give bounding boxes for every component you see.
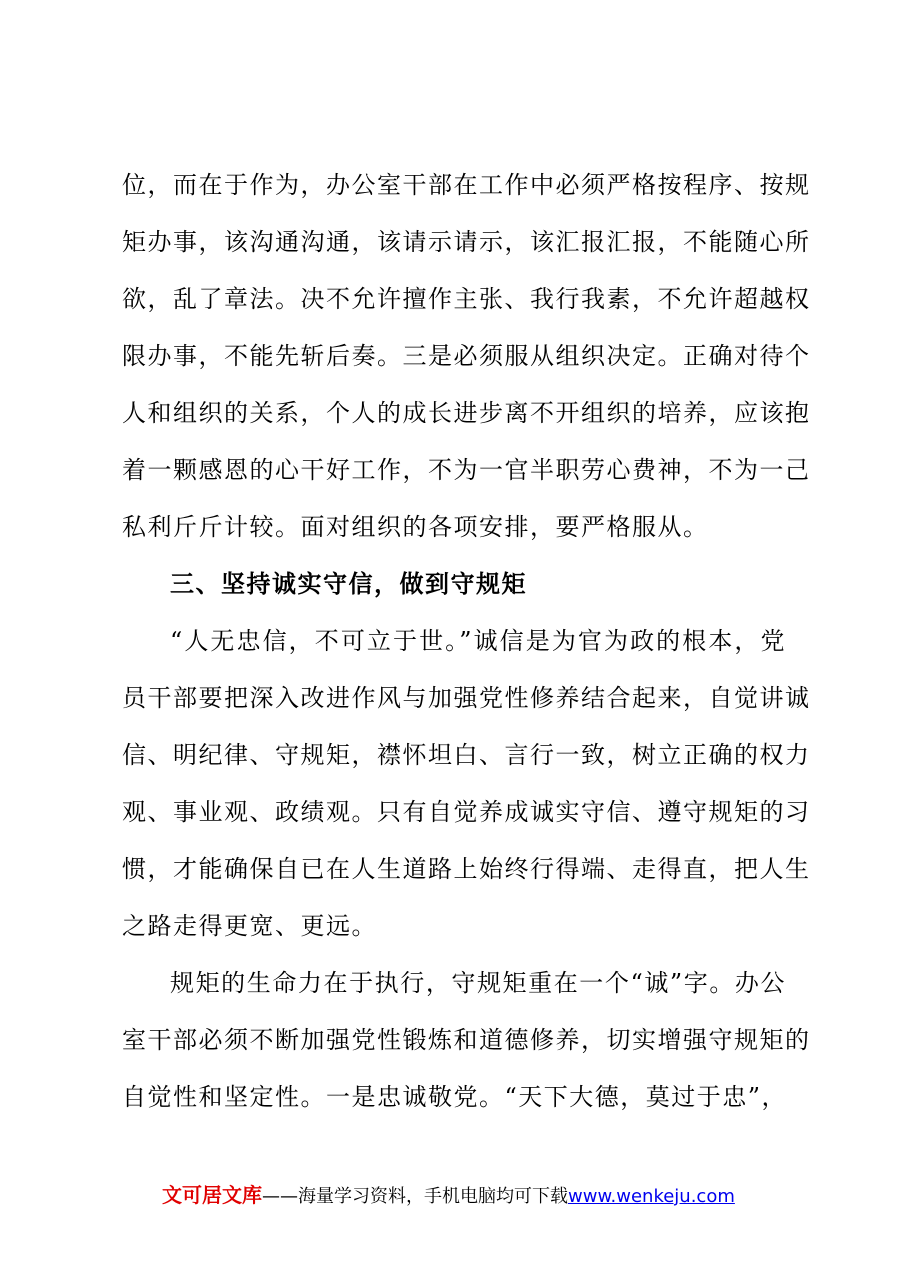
text-line: 观、事业观、政绩观。只有自觉养成诚实守信、遵守规矩的习 — [122, 798, 811, 826]
text-line: 规矩的生命力在于执行，守规矩重在一个“诚”字。办公 — [170, 969, 786, 997]
footer-tagline: ——海量学习资料，手机电脑均可下载 — [262, 1186, 568, 1207]
text-line: 位，而在于作为，办公室干部在工作中必须严格按程序、按规 — [122, 171, 811, 199]
section-heading: 三、坚持诚实守信，做到守规矩 — [170, 570, 527, 598]
text-line: 信、明纪律、守规矩，襟怀坦白、言行一致，树立正确的权力 — [122, 741, 811, 769]
text-line: 私利斤斤计较。面对组织的各项安排，要严格服从。 — [122, 513, 709, 541]
text-line: 着一颗感恩的心干好工作，不为一官半职劳心费神，不为一己 — [122, 456, 811, 484]
text-line: 室干部必须不断加强党性锻炼和道德修养，切实增强守规矩的 — [122, 1026, 811, 1054]
text-line: 人和组织的关系，个人的成长进步离不开组织的培养，应该抱 — [122, 399, 811, 427]
text-line: 矩办事，该沟通沟通，该请示请示，该汇报汇报，不能随心所 — [122, 228, 811, 256]
brand-name: 文可居文库 — [162, 1183, 262, 1207]
text-line: 之路走得更宽、更远。 — [122, 912, 377, 940]
text-line: “人无忠信，不可立于世。”诚信是为官为政的根本，党 — [170, 627, 786, 655]
text-line: 惯，才能确保自已在人生道路上始终行得端、走得直，把人生 — [122, 855, 811, 883]
text-line: 限办事，不能先斩后奏。三是必须服从组织决定。正确对待个 — [122, 342, 811, 370]
footer-banner — [162, 1182, 735, 1210]
text-line: 欲，乱了章法。决不允许擅作主张、我行我素，不允许超越权 — [122, 285, 811, 313]
text-line: 自觉性和坚定性。一是忠诚敬党。“天下大德，莫过于忠”， — [122, 1083, 788, 1111]
website-link[interactable]: www.wenkeju.com — [568, 1186, 735, 1207]
text-line: 员干部要把深入改进作风与加强党性修养结合起来，自觉讲诚 — [122, 684, 811, 712]
